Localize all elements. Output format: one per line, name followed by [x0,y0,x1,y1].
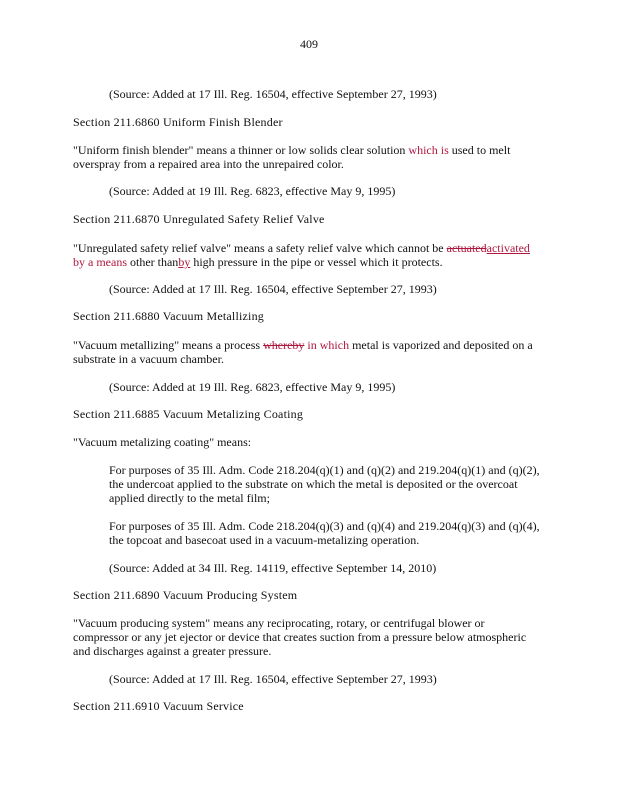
text-run: "Uniform finish blender" means a thinner or low solids clear solution [73,143,406,157]
inserted-text: activated [486,241,530,255]
definition-paragraph: applied directly to the metal film; [109,491,270,505]
definition-paragraph: For purposes of 35 Ill. Adm. Code 218.204(q)(1) and (q)(2) and 219.204(q)(1) and (q)(2), [109,463,540,477]
definition-text: substrate in a vacuum chamber. [73,352,224,366]
source-note: (Source: Added at 34 Ill. Reg. 14119, effective September 14, 2010) [109,561,437,575]
source-note: (Source: Added at 17 Ill. Reg. 16504, effective September 27, 1993) [109,87,437,101]
deleted-text: actuated [446,241,487,255]
definition-text [73,143,510,157]
definition-text: compressor or any jet ejector or device that creates suction from a pressure below atmospheric [73,630,527,644]
definition-text: and discharges against a greater pressure. [73,644,272,658]
inserted-text: which is [408,143,449,157]
section-heading: Section 211.6910 Vacuum Service [73,699,244,713]
section-heading: Section 211.6890 Vacuum Producing System [73,588,298,602]
source-note: (Source: Added at 19 Ill. Reg. 6823, effective May 9, 1995) [109,184,396,198]
inserted-text: in which [307,338,350,352]
section-heading: Section 211.6870 Unregulated Safety Relief Valve [73,212,325,226]
deleted-text: whereby [263,338,305,352]
definition-paragraph: the topcoat and basecoat used in a vacuum-metalizing operation. [109,533,420,547]
text-run: "Vacuum metallizing" means a process [73,338,261,352]
definition-text: "Vacuum metalizing coating" means: [73,435,252,449]
page-number: 409 [300,37,318,51]
definition-text [73,338,533,352]
text-run: "Unregulated safety relief valve" means a safety relief valve which cannot be [73,241,444,255]
definition-text: "Vacuum producing system" means any reciprocating, rotary, or centrifugal blower or [73,616,485,630]
section-heading: Section 211.6880 Vacuum Metallizing [73,309,264,323]
source-note: (Source: Added at 17 Ill. Reg. 16504, effective September 27, 1993) [109,672,437,686]
section-heading: Section 211.6860 Uniform Finish Blender [73,115,283,129]
definition-paragraph: For purposes of 35 Ill. Adm. Code 218.204(q)(3) and (q)(4) and 219.204(q)(3) and (q)(4), [109,519,540,533]
definition-text [73,255,443,269]
inserted-text: by a means [73,255,127,269]
source-note: (Source: Added at 19 Ill. Reg. 6823, effective May 9, 1995) [109,380,396,394]
definition-text [73,241,530,255]
text-run: metal is vaporized and deposited on a [352,338,533,352]
text-run: other than [129,255,179,269]
deleted-text: by [178,255,191,269]
source-note: (Source: Added at 17 Ill. Reg. 16504, effective September 27, 1993) [109,282,437,296]
text-run: high pressure in the pipe or vessel which it protects. [193,255,443,269]
definition-paragraph: the undercoat applied to the substrate on which the metal is deposited or the overcoat [109,477,518,491]
text-run: used to melt [451,143,511,157]
section-heading: Section 211.6885 Vacuum Metalizing Coating [73,407,304,421]
definition-text: overspray from a repaired area into the unrepaired color. [73,157,344,171]
